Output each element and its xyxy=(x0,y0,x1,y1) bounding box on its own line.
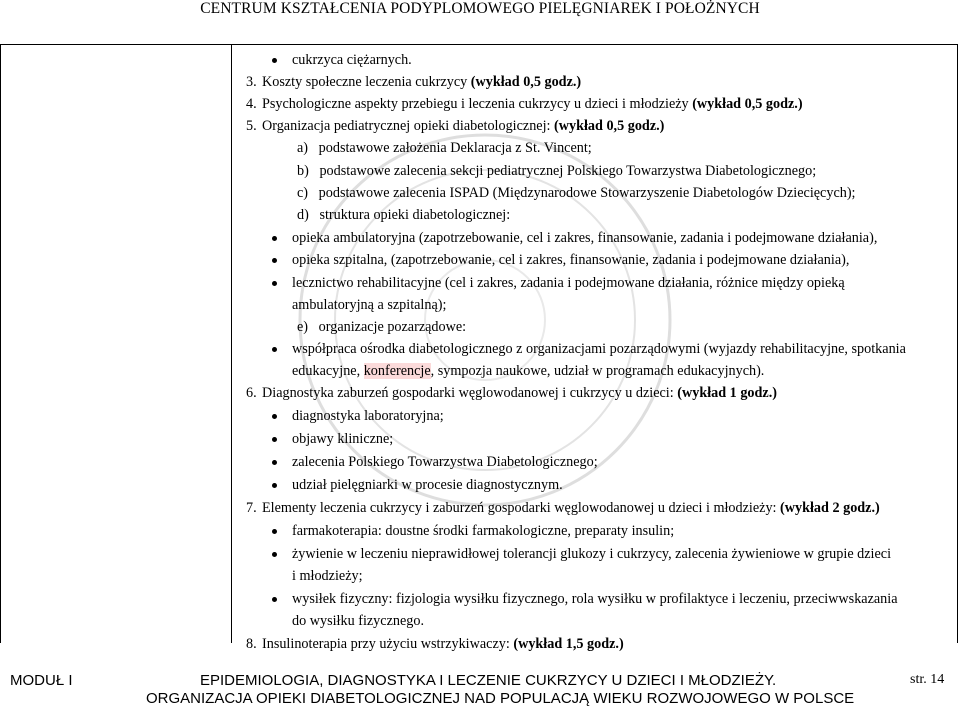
list-item: zalecenia Polskiego Towarzystwa Diabetologicznego; xyxy=(292,454,598,470)
list-item: 3. Koszty społeczne leczenia cukrzycy (wykład 0,5 godz.) xyxy=(246,74,582,90)
list-item: żywienie w leczeniu nieprawidłowej tolerancji glukozy i cukrzycy, zalecenia żywieniowe w grupie dzieci xyxy=(292,546,892,562)
list-item: 7. Elementy leczenia cukrzycy i zaburzeń gospodarki węglowodanowej u dzieci i młodzieży: (wykład 2 godz.) xyxy=(246,500,880,516)
footer-title-line-1: EPIDEMIOLOGIA, DIAGNOSTYKA I LECZENIE CUKRZYCY U DZIECI I MŁODZIEŻY. xyxy=(200,672,777,689)
list-item: i młodzieży; xyxy=(292,568,363,584)
list-item: diagnostyka laboratoryjna; xyxy=(292,408,444,424)
page-footer xyxy=(0,668,960,708)
page-number: str. 14 xyxy=(910,672,945,687)
list-item: 6. Diagnostyka zaburzeń gospodarki węglowodanowej i cukrzycy u dzieci: (wykład 1 godz.) xyxy=(246,385,777,401)
list-item: do wysiłku fizycznego. xyxy=(292,613,424,629)
footer-module: MODUŁ I xyxy=(10,672,73,689)
list-item: c) podstawowe zalecenia ISPAD (Międzynarodowe Stowarzyszenie Diabetologów Dziecięcych); xyxy=(297,185,856,201)
list-item: 8. Insulinoterapia przy użyciu wstrzykiwaczy: (wykład 1,5 godz.) xyxy=(246,636,624,652)
list-item: b) podstawowe zalecenia sekcji pediatrycznej Polskiego Towarzystwa Diabetologicznego; xyxy=(297,163,817,179)
list-item: e) organizacje pozarządowe: xyxy=(297,319,467,335)
table-column-divider xyxy=(231,45,232,643)
list-item: opieka ambulatoryjna (zapotrzebowanie, cel i zakres, finansowanie, zadania i podejmowane działania), xyxy=(292,230,878,246)
list-item: udział pielęgniarki w procesie diagnostycznym. xyxy=(292,477,563,493)
list-item: edukacyjne, konferencje, sympozja naukowe, udział w programach edukacyjnych). xyxy=(292,363,765,379)
list-item: współpraca ośrodka diabetologicznego z organizacjami pozarządowymi (wyjazdy rehabilitacyjne, spotkania xyxy=(292,341,906,357)
list-item: ambulatoryjną a szpitalną); xyxy=(292,297,447,313)
list-item: lecznictwo rehabilitacyjne (cel i zakres, zadania i podejmowane działania, różnice między opieką xyxy=(292,275,845,291)
list-item: wysiłek fizyczny: fizjologia wysiłku fizycznego, rola wysiłku w profilaktyce i leczeniu, przeciwwskazania xyxy=(292,591,898,607)
list-item: farmakoterapia: doustne środki farmakologiczne, preparaty insulin; xyxy=(292,523,675,539)
list-item: d) struktura opieki diabetologicznej: xyxy=(297,207,511,223)
highlighted-text: konferencje xyxy=(363,363,431,379)
list-item: a) podstawowe założenia Deklaracja z St. Vincent; xyxy=(297,140,592,156)
list-item: cukrzyca ciężarnych. xyxy=(292,52,412,68)
list-item: 4. Psychologiczne aspekty przebiegu i leczenia cukrzycy u dzieci i młodzieży (wykład 0,5 godz.) xyxy=(246,96,803,112)
list-item: opieka szpitalna, (zapotrzebowanie, cel i zakres, finansowanie, zadania i podejmowane działania), xyxy=(292,252,850,268)
footer-title-line-2: ORGANIZACJA OPIEKI DIABETOLOGICZNEJ NAD POPULACJĄ WIEKU ROZWOJOWEGO W POLSCE xyxy=(146,690,855,707)
list-item: objawy kliniczne; xyxy=(292,431,394,447)
page-header: CENTRUM KSZTAŁCENIA PODYPLOMOWEGO PIELĘGNIAREK I POŁOŻNYCH xyxy=(200,0,760,17)
list-item: 5. Organizacja pediatrycznej opieki diabetologicznej: (wykład 0,5 godz.) xyxy=(246,118,665,134)
